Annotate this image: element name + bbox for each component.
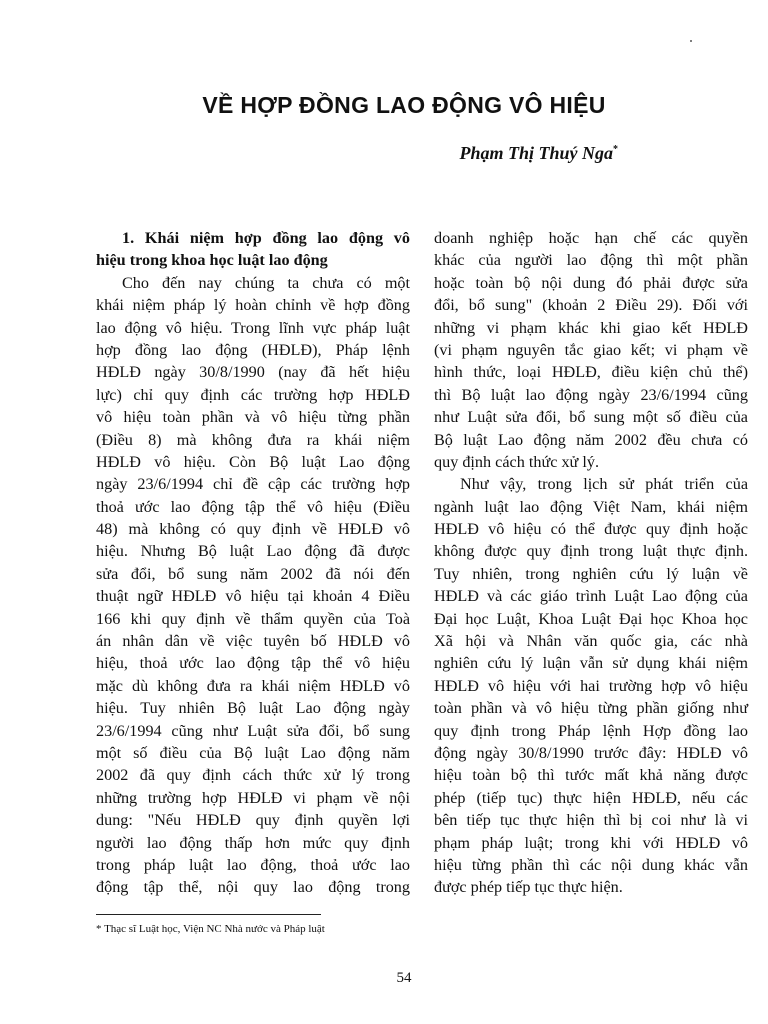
text-line: khác của người lao động thì một phần bbox=[434, 251, 748, 270]
text-line: mặc dù không đưa ra khái niệm HĐLĐ vô bbox=[96, 676, 410, 695]
text-line: HĐLĐ và các giáo trình Luật Lao động của bbox=[434, 587, 748, 606]
text-line: (Điều 8) mà không đưa ra khái niệm bbox=[96, 430, 410, 449]
text-line: Bộ luật Lao động năm 2002 đều chưa có bbox=[434, 430, 748, 449]
article-author bbox=[459, 143, 618, 164]
text-line: Xã hội và Nhân văn quốc gia, các nhà bbox=[434, 632, 748, 651]
left-column bbox=[96, 227, 410, 899]
text-line: Tuy nhiên, trong nghiên cứu lý luận về bbox=[434, 564, 748, 583]
footnote-divider bbox=[96, 914, 321, 915]
text-line: ngày 23/6/1994 chỉ đề cập các trường hợp bbox=[96, 475, 410, 494]
text-line: ngành luật lao động Việt Nam, khái niệm bbox=[434, 497, 748, 516]
text-line: nghiên cứu lý luận vẫn sử dụng khái niệm bbox=[434, 654, 748, 673]
text-line: phép (tiếp tục) thực hiện HĐLĐ, nếu các bbox=[434, 788, 748, 807]
text-line: toàn phần và vô hiệu từng phần giống như bbox=[434, 699, 748, 718]
author-name: Phạm Thị Thuý Nga bbox=[459, 143, 613, 163]
text-line: 23/6/1994 cũng như Luật sửa đổi, bổ sung bbox=[96, 721, 410, 740]
text-line: 48) mà không có quy định về HĐLĐ vô bbox=[96, 520, 410, 539]
text-line: hiệu. Nhưng Bộ luật Lao động đã được bbox=[96, 542, 410, 561]
text-line: một số điều của Bộ luật Lao động năm bbox=[96, 743, 410, 762]
text-line: 166 khi quy định về thẩm quyền của Toà bbox=[96, 609, 410, 628]
text-line: bên tiếp tục thực hiện thì bị coi như là vi bbox=[434, 811, 748, 830]
text-line: phạm pháp luật; trong khi với HĐLĐ vô bbox=[434, 833, 748, 852]
text-line: doanh nghiệp hoặc hạn chế các quyền bbox=[434, 229, 748, 247]
text-line: án nhân dân về việc tuyên bố HĐLĐ vô bbox=[96, 632, 410, 651]
text-line: Đại học Luật, Khoa Luật Đại học Khoa học bbox=[434, 609, 748, 628]
text-line: dung: "Nếu HĐLĐ quy định quyền lợi bbox=[96, 811, 410, 830]
footnote-text: Thạc sĩ Luật học, Viện NC Nhà nước và Pháp luật bbox=[104, 923, 325, 935]
text-line: những vi phạm khác khi giao kết HĐLĐ bbox=[434, 318, 748, 337]
text-line: động tập thể, nội quy lao động trong bbox=[96, 878, 410, 897]
page-number: 54 bbox=[396, 970, 412, 986]
text-line: HĐLĐ vô hiệu với hai trường hợp vô hiệu bbox=[434, 676, 748, 695]
text-line: đổi, bổ sung" (khoản 2 Điều 29). Đối với bbox=[434, 296, 748, 315]
text-line: hình thức, loại HĐLĐ, điều kiện chủ thể) bbox=[434, 363, 748, 382]
text-line: quy định cách thức xử lý. bbox=[434, 452, 599, 471]
text-line: lực) chỉ quy định các trường hợp HĐLĐ bbox=[96, 385, 410, 404]
text-line: hiệu từng phần thì các nội dung khác vẫn bbox=[434, 855, 748, 874]
text-line: khái niệm pháp lý hoàn chỉnh về hợp đồng bbox=[96, 296, 410, 315]
text-line: thì Bộ luật lao động ngày 23/6/1994 cũng bbox=[434, 385, 748, 404]
text-line: Như vậy, trong lịch sử phát triển của bbox=[460, 475, 748, 494]
text-line: như Luật sửa đổi, bổ sung một số điều của bbox=[434, 408, 748, 427]
right-column bbox=[434, 227, 748, 899]
text-line: Cho đến nay chúng ta chưa có một bbox=[122, 273, 410, 292]
text-line: HĐLĐ ngày 30/8/1990 (nay đã hết hiệu bbox=[96, 363, 410, 382]
section-heading-line: hiệu trong khoa học luật lao động bbox=[96, 251, 328, 270]
text-line: vô hiệu toàn phần và vô hiệu từng phần bbox=[96, 408, 410, 427]
text-line: lao động vô hiệu. Trong lĩnh vực pháp luật bbox=[96, 318, 410, 337]
text-line: (vi phạm nguyên tắc giao kết; vi phạm về bbox=[434, 340, 748, 359]
footnote bbox=[96, 922, 325, 936]
text-line: động ngày 30/8/1990 trước đây: HĐLĐ vô bbox=[434, 743, 748, 762]
text-line: 2002 đã quy định cách thức xử lý trong bbox=[96, 766, 410, 785]
text-line: hiệu toàn bộ thì tước mất khả năng được bbox=[434, 766, 748, 785]
text-line: những trường hợp HĐLĐ vi phạm về nội bbox=[96, 788, 410, 807]
section-heading-line: 1. Khái niệm hợp đồng lao động vô bbox=[122, 229, 410, 247]
scan-speck bbox=[690, 40, 692, 42]
text-line: HĐLĐ vô hiệu có thể được quy định hoặc bbox=[434, 520, 748, 539]
text-line: hiệu, thoả ước lao động tập thể vô hiệu bbox=[96, 654, 410, 673]
text-line: quy định trong Pháp lệnh Hợp đồng lao bbox=[434, 721, 748, 740]
text-line: người lao động thấp hơn mức quy định bbox=[96, 833, 410, 852]
article-title: VỀ HỢP ĐỒNG LAO ĐỘNG VÔ HIỆU bbox=[202, 92, 606, 118]
text-line: hiệu. Tuy nhiên Bộ luật Lao động ngày bbox=[96, 699, 410, 718]
text-line: trong pháp luật lao động, thoả ước lao bbox=[96, 855, 410, 874]
text-line: HĐLĐ vô hiệu. Còn Bộ luật Lao động bbox=[96, 452, 410, 471]
text-line: không được quy định trong luật thực định. bbox=[434, 542, 748, 561]
text-line: hoặc toàn bộ nội dung đó phải được sửa bbox=[434, 273, 748, 292]
text-line: sửa đổi, bổ sung năm 2002 đã nói đến bbox=[96, 564, 410, 583]
text-line: thuật ngữ HĐLĐ vô hiệu tại khoản 4 Điều bbox=[96, 587, 410, 606]
text-line: thoả ước lao động tập thể vô hiệu (Điều bbox=[96, 497, 410, 516]
footnote-mark: * bbox=[96, 923, 102, 935]
text-line: được phép tiếp tục thực hiện. bbox=[434, 878, 623, 897]
author-footnote-mark: * bbox=[613, 144, 618, 155]
text-line: hợp đồng lao động (HĐLĐ), Pháp lệnh bbox=[96, 340, 410, 359]
